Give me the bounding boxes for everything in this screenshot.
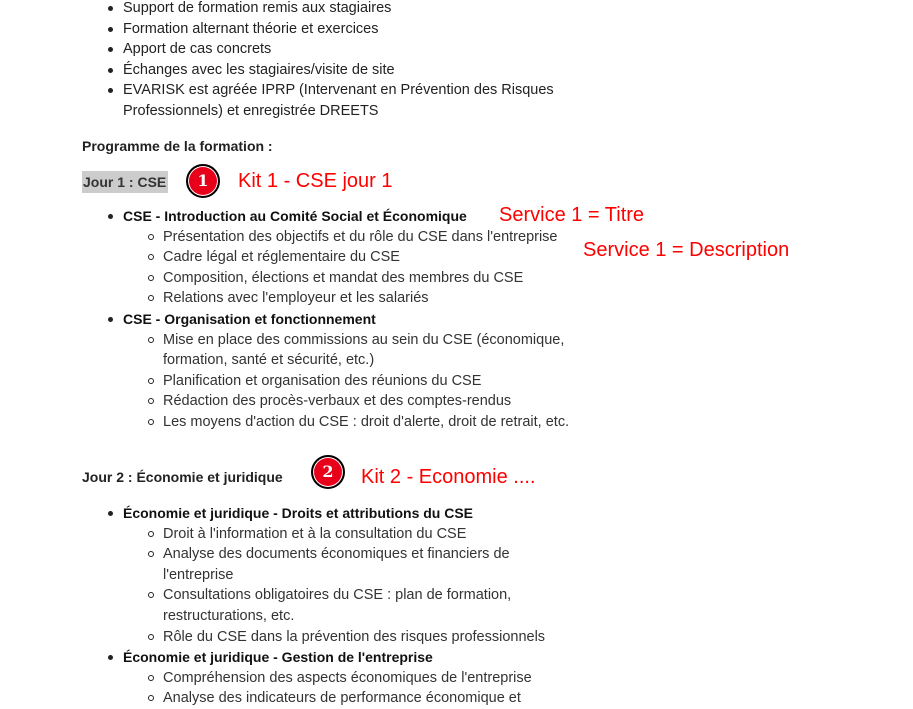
programme-title: Programme de la formation : — [82, 138, 273, 154]
list-item: Les moyens d'action du CSE : droit d'alerte, droit de retrait, etc. — [163, 412, 583, 433]
section-sublist — [163, 227, 583, 309]
list-item: Analyse des indicateurs de performance économique et — [163, 688, 583, 709]
badge-2: 2 — [311, 455, 345, 489]
annotation-kit2: Kit 2 - Economie .... — [361, 466, 536, 488]
annotation-service-title: Service 1 = Titre — [499, 204, 645, 226]
list-item: Composition, élections et mandat des membres du CSE — [163, 268, 583, 289]
list-item: Analyse des documents économiques et financiers de l'entreprise — [163, 544, 583, 585]
section-heading: Économie et juridique - Gestion de l'entreprise — [123, 649, 433, 666]
annotation-service-description: Service 1 = Description — [583, 239, 790, 261]
list-item: Droit à l'information et à la consultation du CSE — [163, 524, 583, 545]
section-item — [123, 309, 583, 433]
intro-item: EVARISK est agréée IPRP (Intervenant en Prévention des Risques Professionnels) et enregistrée DREETS — [123, 80, 583, 121]
intro-item: Apport de cas concrets — [123, 39, 583, 60]
list-item: Consultations obligatoires du CSE : plan de formation, restructurations, etc. — [163, 585, 583, 626]
day2-sections — [123, 503, 583, 709]
section-sublist — [163, 524, 583, 648]
section-heading: CSE - Organisation et fonctionnement — [123, 310, 376, 327]
day2-title: Jour 2 : Économie et juridique — [82, 469, 283, 485]
list-item: Relations avec l'employeur et les salariés — [163, 288, 583, 309]
list-item: Présentation des objectifs et du rôle du CSE dans l'entreprise — [163, 227, 583, 248]
badge-1: 1 — [186, 164, 220, 198]
intro-item: Échanges avec les stagiaires/visite de site — [123, 60, 583, 81]
section-sublist — [163, 330, 583, 433]
intro-item: Support de formation remis aux stagiaires — [123, 0, 583, 19]
section-item — [123, 503, 583, 647]
intro-list — [123, 0, 583, 122]
list-item: Rôle du CSE dans la prévention des risques professionnels — [163, 627, 583, 648]
list-item: Planification et organisation des réunions du CSE — [163, 371, 583, 392]
section-sublist — [163, 668, 583, 709]
list-item: Cadre légal et réglementaire du CSE — [163, 247, 583, 268]
list-item: Rédaction des procès-verbaux et des comptes-rendus — [163, 391, 583, 412]
day1-title: Jour 1 : CSE — [82, 171, 168, 193]
list-item: Compréhension des aspects économiques de l'entreprise — [163, 668, 583, 689]
section-item — [123, 206, 583, 309]
annotation-kit1: Kit 1 - CSE jour 1 — [238, 170, 393, 192]
section-item — [123, 647, 583, 709]
section-heading: Économie et juridique - Droits et attributions du CSE — [123, 505, 474, 521]
intro-item: Formation alternant théorie et exercices — [123, 19, 583, 40]
section-heading: CSE - Introduction au Comité Social et Économique — [123, 208, 467, 224]
list-item: Mise en place des commissions au sein du CSE (économique, formation, santé et sécurité, etc.) — [163, 330, 583, 371]
day1-sections — [123, 206, 583, 433]
